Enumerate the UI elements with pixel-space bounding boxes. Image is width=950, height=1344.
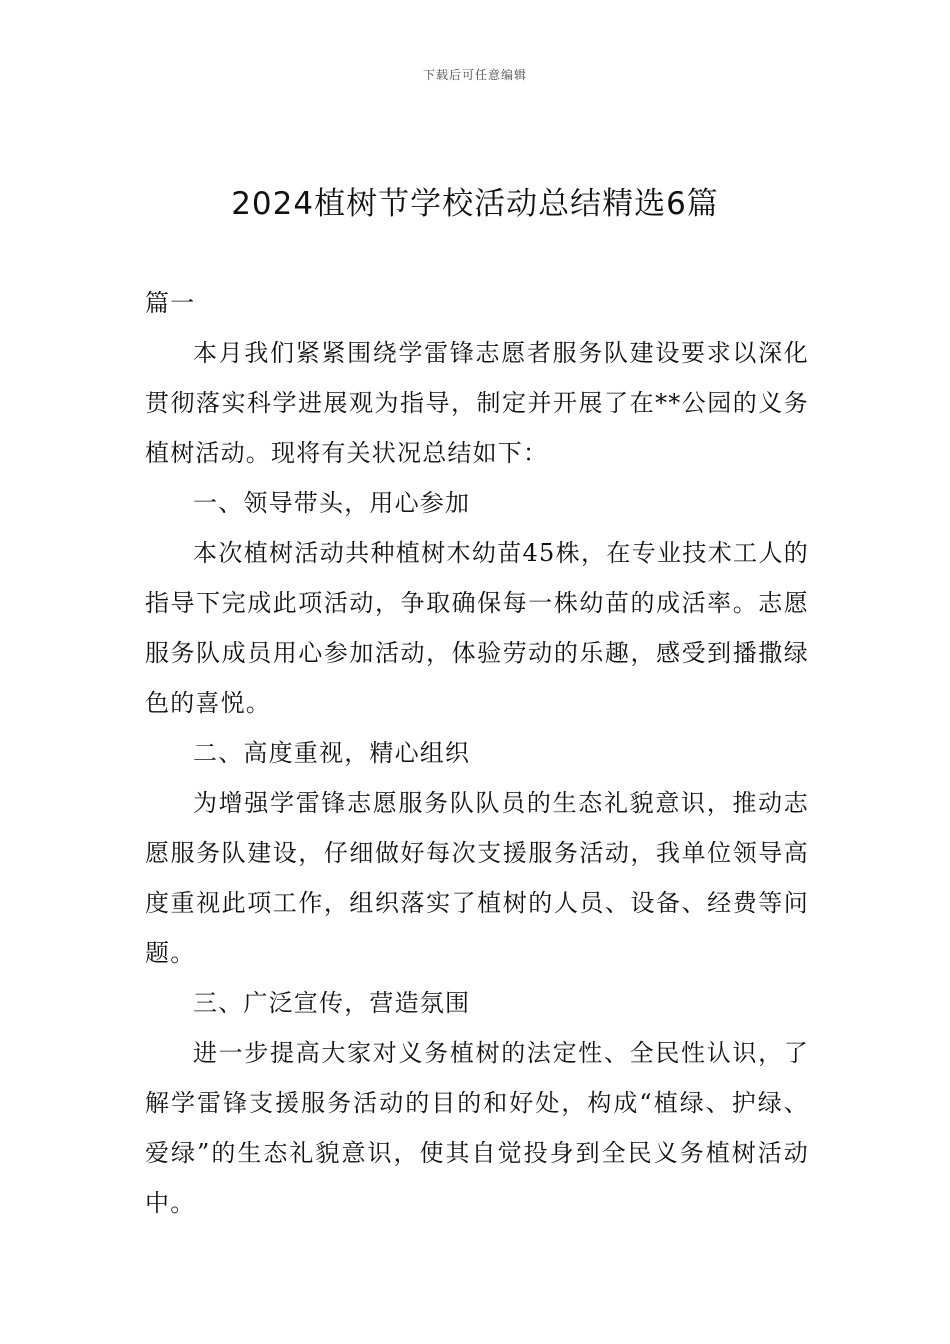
paragraph-1: 本次植树活动共种植树木幼苗45株，在专业技术工人的指导下完成此项活动，争取确保每一株幼苗的成活率。志愿服务队成员用心参加活动，体验劳动的乐趣，感受到播撒绿色的喜悦。 <box>145 539 809 717</box>
section-heading-2: 二、高度重视，精心组织 <box>193 739 471 767</box>
paragraph-intro: 本月我们紧紧围绕学雷锋志愿者服务队建设要求以深化贯彻落实科学进展观为指导，制定并开展了在**公园的义务植树活动。现将有关状况总结如下： <box>145 339 809 467</box>
paragraph-3: 进一步提高大家对义务植树的法定性、全民性认识，了解学雷锋支援服务活动的目的和好处，构成“植绿、护绿、爱绿”的生态礼貌意识，使其自觉投身到全民义务植树活动中。 <box>145 1039 809 1217</box>
document-body <box>145 278 809 1228</box>
section-heading-3: 三、广泛宣传，营造氛围 <box>193 989 471 1017</box>
header-note: 下载后可任意编辑 <box>422 68 527 82</box>
section-heading-1: 一、领导带头，用心参加 <box>193 489 471 517</box>
section-label: 篇一 <box>145 289 196 317</box>
paragraph-2: 为增强学雷锋志愿服务队队员的生态礼貌意识，推动志愿服务队建设，仔细做好每次支援服务活动，我单位领导高度重视此项工作，组织落实了植树的人员、设备、经费等问题。 <box>145 789 809 967</box>
document-title: 2024植树节学校活动总结精选6篇 <box>231 186 719 222</box>
